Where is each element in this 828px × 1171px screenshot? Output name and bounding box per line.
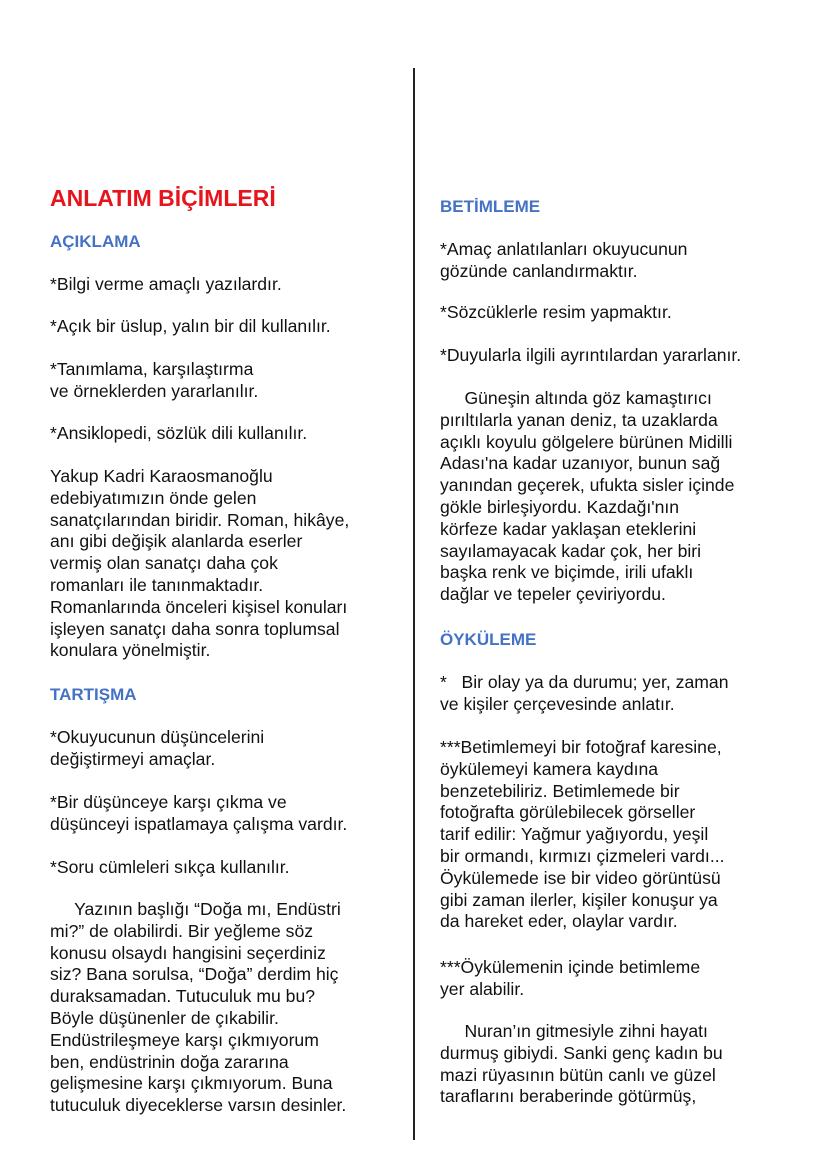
aciklama-point-1: *Bilgi verme amaçlı yazılardır. <box>50 274 282 294</box>
oykuleme-point-2: ***Betimlemeyi bir fotoğraf karesine, öykülemeyi kamera kaydına benzetebiliriz. Betimlemede bir fotoğrafta görülebilecek görseller tarif edilir: Yağmur yağıyordu, yeşil bir ormandı, kırmızı çizmeleri vardı... Öykülemede ise bir video görüntüsü gibi zaman ilerler, kişiler konuşur ya da hareket eder, olaylar vardır. <box>440 737 725 932</box>
tartisma-example: Yazının başlığı “Doğa mı, Endüstri mi?” de olabilirdi. Bir yeğleme söz konusu olsaydı hangisini seçerdiniz siz? Bana sorulsa, “Doğa” derdim hiç duraksamadan. Tutuculuk mu bu? Böyle düşünenler de çıkabilir. Endüstrileşmeye karşı çıkmıyorum ben, endüstrinin doğa zararına gelişmesine karşı çıkmıyorum. Buna tutuculuk diyeceklerse varsın desinler. <box>50 899 347 1116</box>
oykuleme-point-1: * Bir olay ya da durumu; yer, zaman ve kişiler çerçevesinde anlatır. <box>440 672 729 714</box>
aciklama-example: Yakup Kadri Karaosmanoğlu edebiyatımızın önde gelen sanatçılarından biridir. Roman, hikâye, anı gibi değişik alanlarda eserler vermiş olan sanatçı daha çok romanları ile tanınmaktadır. Romanlarında önceleri kişisel konuları işleyen sanatçı daha sonra toplumsal konulara yönelmiştir. <box>50 466 350 661</box>
column-divider <box>413 68 415 1140</box>
heading-oykuleme: ÖYKÜLEME <box>440 630 537 649</box>
tartisma-point-1: *Okuyucunun düşüncelerini değiştirmeyi amaçlar. <box>50 727 265 769</box>
aciklama-point-3: *Tanımlama, karşılaştırma ve örneklerden yararlanılır. <box>50 359 259 401</box>
aciklama-point-2: *Açık bir üslup, yalın bir dil kullanılır. <box>50 316 331 336</box>
oykuleme-example: Nuran’ın gitmesiyle zihni hayatı durmuş gibiydi. Sanki genç kadın bu mazi rüyasının bütün canlı ve güzel taraflarını beraberinde götürmüş, <box>440 1021 723 1107</box>
tartisma-point-3: *Soru cümleleri sıkça kullanılır. <box>50 857 290 877</box>
oykuleme-point-3: ***Öykülemenin içinde betimleme yer alabilir. <box>440 957 701 999</box>
page-title: ANLATIM BİÇİMLERİ <box>50 185 276 211</box>
aciklama-point-4: *Ansiklopedi, sözlük dili kullanılır. <box>50 423 308 443</box>
betimleme-point-3: *Duyularla ilgili ayrıntılardan yararlanır. <box>440 345 742 365</box>
heading-tartisma: TARTIŞMA <box>50 685 137 704</box>
heading-betimleme: BETİMLEME <box>440 197 541 216</box>
betimleme-point-1: *Amaç anlatılanları okuyucunun gözünde canlandırmaktır. <box>440 239 688 281</box>
tartisma-point-2: *Bir düşünceye karşı çıkma ve düşünceyi ispatlamaya çalışma vardır. <box>50 792 348 834</box>
betimleme-example: Güneşin altında göz kamaştırıcı pırıltılarla yanan deniz, ta uzaklarda açıklı koyulu gölgelere bürünen Midilli Adası'na kadar uzanıyor, bunun sağ yanından geçerek, ufukta sisler içinde gökle birleşiyordu. Kazdağı'nın körfeze kadar yaklaşan eteklerini sayılamayacak kadar çok, her biri başka renk ve biçimde, irili ufaklı dağlar ve tepeler çeviriyordu. <box>440 388 735 605</box>
betimleme-point-2: *Sözcüklerle resim yapmaktır. <box>440 302 672 322</box>
heading-aciklama: AÇIKLAMA <box>50 232 141 251</box>
